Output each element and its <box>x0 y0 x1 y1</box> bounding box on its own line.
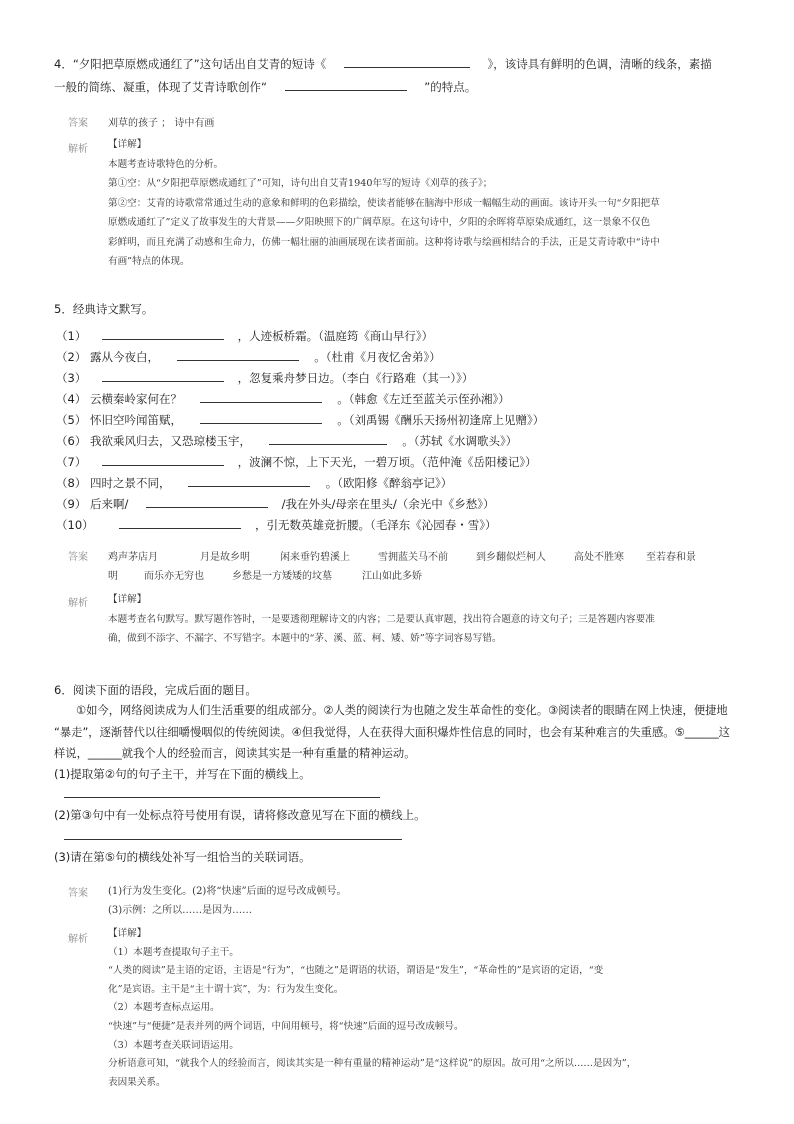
explain-line: 表因果关系。 <box>108 1076 166 1088</box>
passage-line: “暴走”，逐渐替代以往细嚼慢咽似的传统阅读。④但我觉得，人在获得大面积爆炸性信息的同时，也会有某种难言的失重感。⑤______这 <box>54 725 730 739</box>
q4-answer: 刈草的孩子 ； 诗中有画 <box>108 118 215 129</box>
explain-line: （1）本题考查提取句子主干。 <box>108 946 239 958</box>
item-post: 。（苏轼《水调歌头》） <box>402 434 518 448</box>
q6-explain <box>108 925 728 1092</box>
q5-answers-row-2 <box>108 567 422 582</box>
q4-answer-tag: 答案 <box>68 118 88 129</box>
q5-explain-tag: 解析 <box>68 598 88 609</box>
answer-item: 至若春和景 <box>646 552 696 563</box>
explain-line: 第②空：艾青的诗歌常常通过生动的意象和鲜明的色彩描绘，使读者能够在脑海中形成一幅幅生动的画面。该诗开头一句“夕阳把草 <box>108 197 660 209</box>
item-pre: 怀旧空吟闻笛赋， <box>89 413 182 427</box>
q4-blank-2[interactable] <box>285 76 407 91</box>
q6-explain-tag: 解析 <box>68 934 88 945</box>
q4-text-a: 4．“夕阳把草原燃成通红了”这句话出自艾青的短诗《 <box>54 57 327 71</box>
answer-item: 明 <box>108 571 118 582</box>
q5-item-5 <box>56 409 544 428</box>
explain-line: 【详解】 <box>108 594 147 605</box>
item-num: （2） <box>56 350 87 364</box>
item-post: 。（韩愈《左迁至蓝关示侄孙湘》） <box>337 392 510 406</box>
explain-line: 彩鲜明，而且充满了动感和生命力，仿佛一幅壮丽的油画展现在读者面前。这种将诗歌与绘画相结合的手法，正是艾青诗歌中“诗中 <box>108 236 660 248</box>
item-pre: 四时之景不同， <box>89 476 171 490</box>
q6-answer-line-1[interactable] <box>64 797 380 798</box>
q5-item-7 <box>56 451 537 470</box>
explain-line: 原燃成通红了”定义了故事发生的大背景——夕阳映照下的广阔草原。在这句诗中，夕阳的余晖将草原染成通红，这一景象不仅色 <box>108 217 651 228</box>
explain-line: 确，做到不添字、不漏字、不写错字。本题中的“茅、溪、蓝、柯、矮、娇”等字词容易写错。 <box>108 633 502 644</box>
item-num: （6） <box>56 434 87 448</box>
explain-line: “人类的阅读”是主语的定语，主语是“行为”，“也随之”是谓语的状语，谓语是“发生”，“革命性的”是宾语的定语，“变 <box>108 965 604 977</box>
q5-explain <box>108 590 728 649</box>
item-num: （1） <box>56 329 87 343</box>
q4-stem <box>54 53 744 99</box>
answer-line: (3)示例：之所以……是因为…… <box>108 905 253 916</box>
answer-item: 江山如此多娇 <box>362 571 422 582</box>
item-post: ，人迹板桥霜。（温庭筠《商山早行》） <box>237 329 434 343</box>
q4-blank-1[interactable] <box>344 53 470 68</box>
explain-line: 本题考查名句默写。默写题作答时，一是要透彻理解诗文的内容；二是要认真审题，找出符合题意的诗文句子；三是答题内容要准 <box>108 613 655 625</box>
passage-line: ①如今，网络阅读成为人们生活重要的组成部分。②人类的阅读行为也随之发生革命性的变化。③阅读者的眼睛在网上快速，便捷地 <box>76 704 728 717</box>
explain-line: （3）本题考查关联词语运用。 <box>108 1039 239 1051</box>
explain-line: “快速”与“便捷”是表并列的两个词语，中间用顿号，将“快速”后面的逗号改成顿号。 <box>108 1020 464 1032</box>
q6-answer-line-2[interactable] <box>64 839 402 840</box>
answer-item: 闲来垂钓碧溪上 <box>280 552 350 563</box>
q5-title: 5．经典诗文默写。 <box>54 302 154 316</box>
answer-blank[interactable] <box>200 409 322 424</box>
answer-blank[interactable] <box>200 388 322 403</box>
q4-text-b: 》，该诗具有鲜明的色调，清晰的线条，素描 <box>487 57 712 71</box>
q6-sub2: (2)第③句中有一处标点符号使用有误，请将修改意见写在下面的横线上。 <box>54 808 426 822</box>
q4-text-d: ”的特点。 <box>424 80 477 94</box>
answer-blank[interactable] <box>146 493 268 508</box>
explain-line: 第①空：从“夕阳把草原燃成通红了”可知，诗句出自艾青1940年写的短诗《刈草的孩子》； <box>108 178 493 189</box>
item-num: （3） <box>56 371 87 385</box>
answer-item: 月是故乡明 <box>200 552 250 563</box>
item-num: （9） <box>56 497 87 511</box>
explain-line: 有画”特点的体现。 <box>108 256 190 267</box>
answer-item: 雪拥蓝关马不前 <box>378 552 448 563</box>
q5-item-4 <box>56 388 510 407</box>
q4-text-c: 一般的简练、凝重，体现了艾青诗歌创作“ <box>54 80 267 94</box>
answer-blank[interactable] <box>102 451 224 466</box>
q5-item-8 <box>56 472 452 491</box>
answer-item: 到乡翻似烂柯人 <box>476 552 546 563</box>
explain-line: （2）本题考查标点运用。 <box>108 1002 220 1014</box>
answer-blank[interactable] <box>177 346 299 361</box>
explain-line: 【详解】 <box>108 139 147 150</box>
item-pre: 云横秦岭家何在？ <box>89 392 182 406</box>
passage-line: 样说，______就我个人的经验而言，阅读其实是一种有重量的精神运动。 <box>54 747 416 760</box>
answer-item: 高处不胜寒 <box>574 552 624 563</box>
q6-passage <box>54 700 744 765</box>
answer-blank[interactable] <box>188 472 310 487</box>
item-num: （10） <box>56 518 94 532</box>
answer-item: 鸡声茅店月 <box>108 552 158 563</box>
q5-item-1 <box>56 325 433 344</box>
item-post: 。（欧阳修《醉翁亭记》） <box>325 476 453 490</box>
explain-line: 【详解】 <box>108 928 147 939</box>
explain-line: 本题考查诗歌特色的分析。 <box>108 158 224 170</box>
item-pre: 露从今夜白， <box>89 350 159 364</box>
item-post: ，引无数英雄竞折腰。（毛泽东《沁园春・雪》） <box>254 518 497 532</box>
answer-blank[interactable] <box>119 514 241 529</box>
item-pre: 后来啊/ <box>89 497 129 511</box>
q5-item-2 <box>56 346 441 365</box>
q6-answers <box>108 882 347 920</box>
answer-blank[interactable] <box>102 325 224 340</box>
item-post: 。（刘禹锡《酬乐天扬州初逢席上见赠》） <box>337 413 545 427</box>
q5-answer-tag: 答案 <box>68 552 88 563</box>
item-post: ，波澜不惊，上下天光，一碧万顷。（范仲淹《岳阳楼记》） <box>237 455 537 469</box>
q5-answers-row-1 <box>108 548 696 563</box>
answer-blank[interactable] <box>102 367 224 382</box>
explain-line: 分析语意可知，“就我个人的经验而言，阅读其实是一种有重量的精神运动”是“这样说”的原因。故可用“之所以……是因为”， <box>108 1058 637 1070</box>
q5-item-10 <box>56 514 496 533</box>
q5-item-9 <box>56 493 495 512</box>
item-post: /我在外头/母亲在里头/（余光中《乡愁》） <box>281 497 495 511</box>
item-num: （7） <box>56 455 87 469</box>
q6-answer-tag: 答案 <box>68 888 88 899</box>
item-post: 。（杜甫《月夜忆舍弟》） <box>314 350 441 364</box>
answer-blank[interactable] <box>269 430 387 445</box>
q6-sub1: (1)提取第②句的句子主干，并写在下面的横线上。 <box>54 767 311 781</box>
q5-item-3 <box>56 367 473 386</box>
q4-explain <box>108 135 728 272</box>
answer-item: 而乐亦无穷也 <box>144 571 204 582</box>
answer-item: 乡愁是一方矮矮的坟墓 <box>232 571 332 582</box>
explain-line: 化”是宾语。主干是“主十谓十宾”，为：行为发生变化。 <box>108 983 344 995</box>
q4-explain-tag: 解析 <box>68 144 88 155</box>
item-num: （5） <box>56 413 87 427</box>
q6-title: 6．阅读下面的语段，完成后面的题目。 <box>54 683 257 697</box>
q6-sub3: (3)请在第⑤句的横线处补写一组恰当的关联词语。 <box>54 850 311 864</box>
item-post: ，忽复乘舟梦日边。（李白《行路难（其一）》） <box>237 371 474 385</box>
item-num: （4） <box>56 392 87 406</box>
item-num: （8） <box>56 476 87 490</box>
item-pre: 我欲乘风归去，又恐琼楼玉宇， <box>89 434 251 448</box>
q5-item-6 <box>56 430 517 449</box>
answer-line: (1)行为发生变化。(2)将“快速”后面的逗号改成顿号。 <box>108 886 347 897</box>
